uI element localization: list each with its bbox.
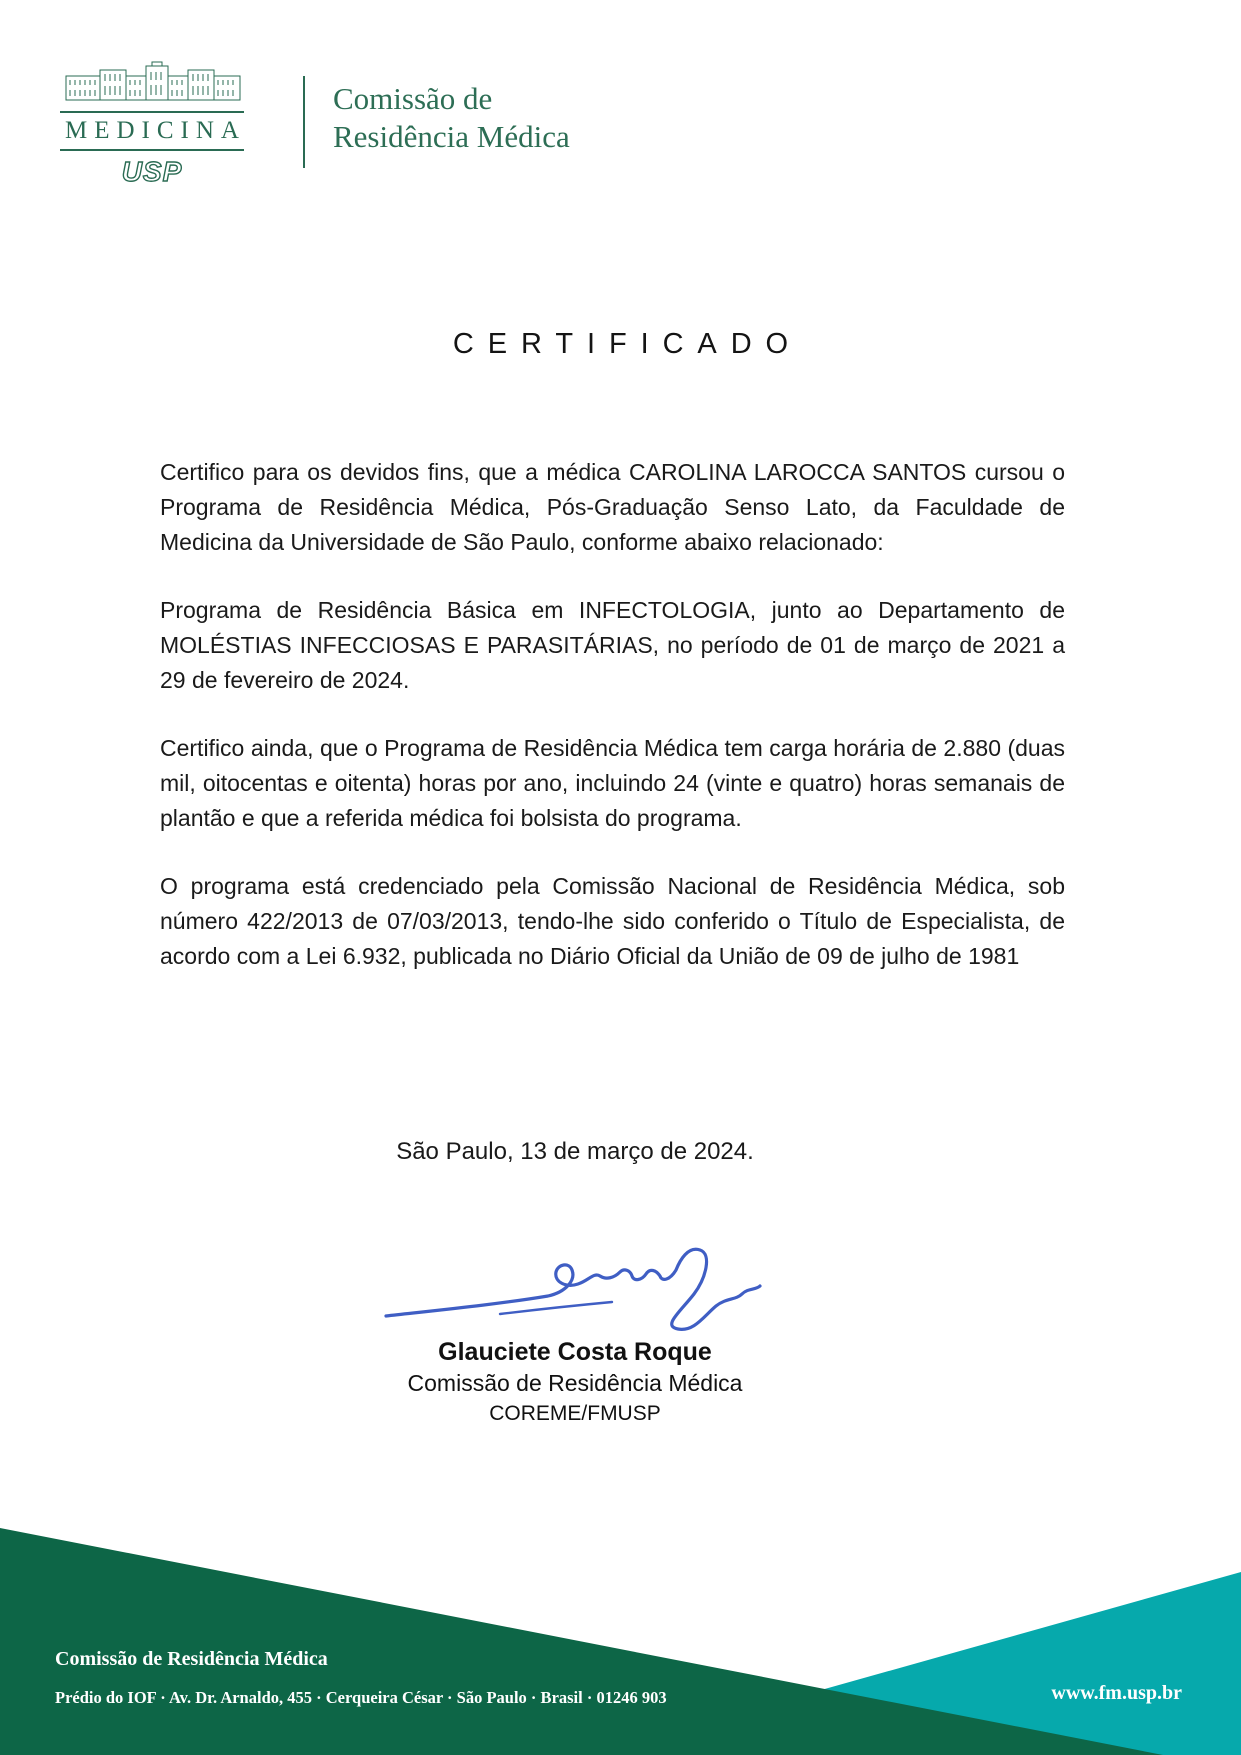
letterhead-divider bbox=[303, 76, 305, 168]
paragraph-3: Certifico ainda, que o Programa de Residência Médica tem carga horária de 2.880 (duas mil, oitocentas e oitenta) horas por ano, incluindo 24 (vinte e quatro) horas semanais de plantão e que a referida médica foi bolsista do programa. bbox=[160, 735, 1065, 831]
logo-rule-top bbox=[60, 111, 244, 113]
medicina-usp-logo bbox=[58, 60, 246, 194]
certificate-body bbox=[160, 455, 1065, 1007]
footer-banner-shapes bbox=[0, 1525, 1241, 1755]
logo-rule-bottom bbox=[60, 149, 244, 151]
signature-image bbox=[380, 1242, 770, 1334]
org-name-line1: Comissão de bbox=[333, 81, 493, 116]
place-date-line: São Paulo, 13 de março de 2024. bbox=[396, 1138, 754, 1165]
org-name-line2: Residência Médica bbox=[333, 119, 570, 154]
signer-org: Comissão de Residência Médica bbox=[407, 1370, 743, 1396]
paragraph-1: Certifico para os devidos fins, que a médica CAROLINA LAROCCA SANTOS cursou o Programa de Residência Médica, Pós-Graduação Senso Lato, da Faculdade de Medicina da Universidade de São Paulo, conforme abaixo relacionado: bbox=[160, 459, 1065, 555]
paragraph-2: Programa de Residência Básica em INFECTOLOGIA, junto ao Departamento de MOLÉSTIAS INFECCIOSAS E PARASITÁRIAS, no período de 01 de março de 2021 a 29 de fevereiro de 2024. bbox=[160, 597, 1065, 693]
signer-unit: COREME/FMUSP bbox=[489, 1402, 661, 1425]
footer-org-name: Comissão de Residência Médica bbox=[55, 1648, 328, 1670]
paragraph-4: O programa está credenciado pela Comissão Nacional de Residência Médica, sob número 422/2013 de 07/03/2013, tendo-lhe sido conferido o Título de Especialista, de acordo com a Lei 6.932, publicada no Diário Oficial da União de 09 de julho de 1981 bbox=[160, 873, 1065, 969]
usp-outline-logotype bbox=[107, 153, 197, 189]
signer-name: Glauciete Costa Roque bbox=[438, 1338, 712, 1366]
svg-text:USP: USP bbox=[121, 156, 183, 187]
building-icon bbox=[60, 60, 245, 104]
certificate-title: CERTIFICADO bbox=[452, 328, 803, 360]
footer-website: www.fm.usp.br bbox=[1051, 1682, 1182, 1704]
signature-block bbox=[160, 1242, 990, 1429]
footer-address: Prédio do IOF · Av. Dr. Arnaldo, 455 · Cerqueira César · São Paulo · Brasil · 01246 903 bbox=[55, 1688, 667, 1707]
logo-faculty-label: MEDICINA bbox=[65, 117, 246, 144]
letterhead-org-name bbox=[333, 80, 570, 156]
